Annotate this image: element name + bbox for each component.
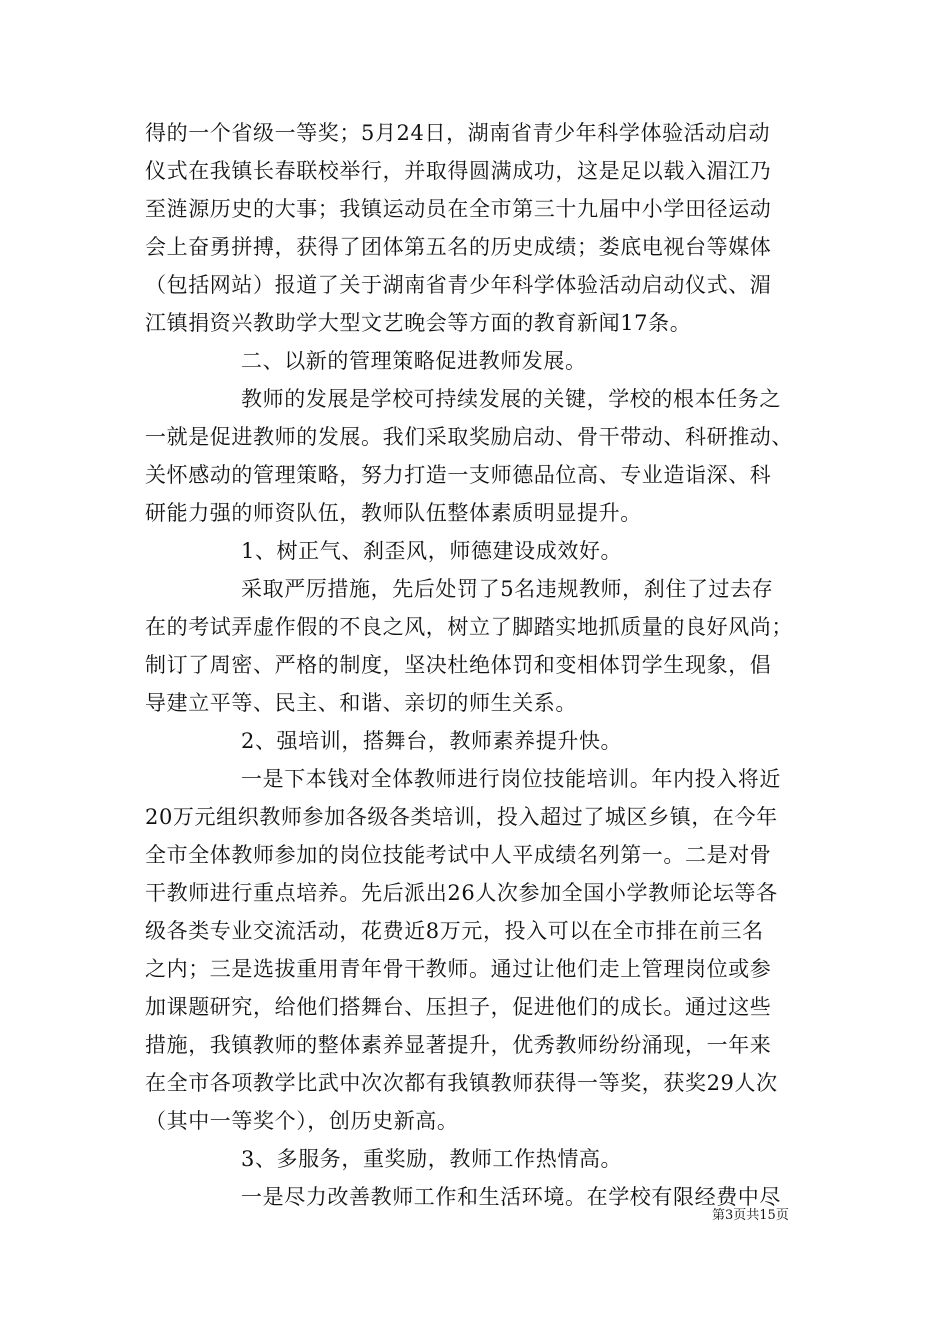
text-line-13: 采取严厉措施，先后处罚了5名违规教师，刹住了过去存 [241,577,774,601]
text-line-22: 级各类专业交流活动，花费近8万元，投入可以在全市排在前三名 [145,919,764,943]
text-line-6: 江镇捐资兴教助学大型文艺晚会等方面的教育新闻17条。 [145,311,692,335]
text-line-4: 会上奋勇拼搏，获得了团体第五名的历史成绩；娄底电视台等媒体 [145,235,772,259]
text-line-5: （包括网站）报道了关于湖南省青少年科学体验活动启动仪式、湄 [145,273,772,297]
text-line-3: 至涟源历史的大事；我镇运动员在全市第三十九届中小学田径运动 [145,197,772,221]
subheading-2: 2、强培训，搭舞台，教师素养提升快。 [241,729,623,753]
text-line-20: 全市全体教师参加的岗位技能考试中人平成绩名列第一。二是对骨 [145,843,772,867]
text-line-15: 制订了周密、严格的制度，坚决杜绝体罚和变相体罚学生现象，倡 [145,653,772,677]
text-line-21: 干教师进行重点培养。先后派出26人次参加全国小学教师论坛等各 [145,881,778,905]
page-number-footer: 第3页共15页 [712,1208,789,1223]
text-line-27: （其中一等奖个），创历史新高。 [145,1109,459,1133]
text-line-2: 仪式在我镇长春联校举行，并取得圆满成功，这是足以载入湄江乃 [145,159,772,183]
section-heading-2: 二、以新的管理策略促进教师发展。 [241,349,587,373]
text-line-10: 关怀感动的管理策略，努力打造一支师德品位高、专业造诣深、科 [145,463,772,487]
text-line-11: 研能力强的师资队伍，教师队伍整体素质明显提升。 [145,501,642,525]
subheading-1: 1、树正气、刹歪风，师德建设成效好。 [241,539,623,563]
text-line-16: 导建立平等、民主、和谐、亲切的师生关系。 [145,691,577,715]
text-line-18: 一是下本钱对全体教师进行岗位技能培训。年内投入将近 [241,767,781,791]
text-line-29: 一是尽力改善教师工作和生活环境。在学校有限经费中尽 [241,1185,781,1209]
text-line-25: 措施，我镇教师的整体素养显著提升，优秀教师纷纷涌现，一年来 [145,1033,772,1057]
text-line-1: 得的一个省级一等奖；5月24日，湖南省青少年科学体验活动启动 [145,121,771,145]
text-line-9: 一就是促进教师的发展。我们采取奖励启动、骨干带动、科研推动、 [145,425,793,449]
text-line-23: 之内；三是选拔重用青年骨干教师。通过让他们走上管理岗位或参 [145,957,772,981]
text-line-26: 在全市各项教学比武中次次都有我镇教师获得一等奖，获奖29人次 [145,1071,778,1095]
text-line-19: 20万元组织教师参加各级各类培训，投入超过了城区乡镇，在今年 [145,805,778,829]
text-line-8: 教师的发展是学校可持续发展的关键，学校的根本任务之 [241,387,781,411]
subheading-3: 3、多服务，重奖励，教师工作热情高。 [241,1147,623,1171]
text-line-14: 在的考试弄虚作假的不良之风，树立了脚踏实地抓质量的良好风尚； [145,615,793,639]
text-line-24: 加课题研究，给他们搭舞台、压担子，促进他们的成长。通过这些 [145,995,772,1019]
